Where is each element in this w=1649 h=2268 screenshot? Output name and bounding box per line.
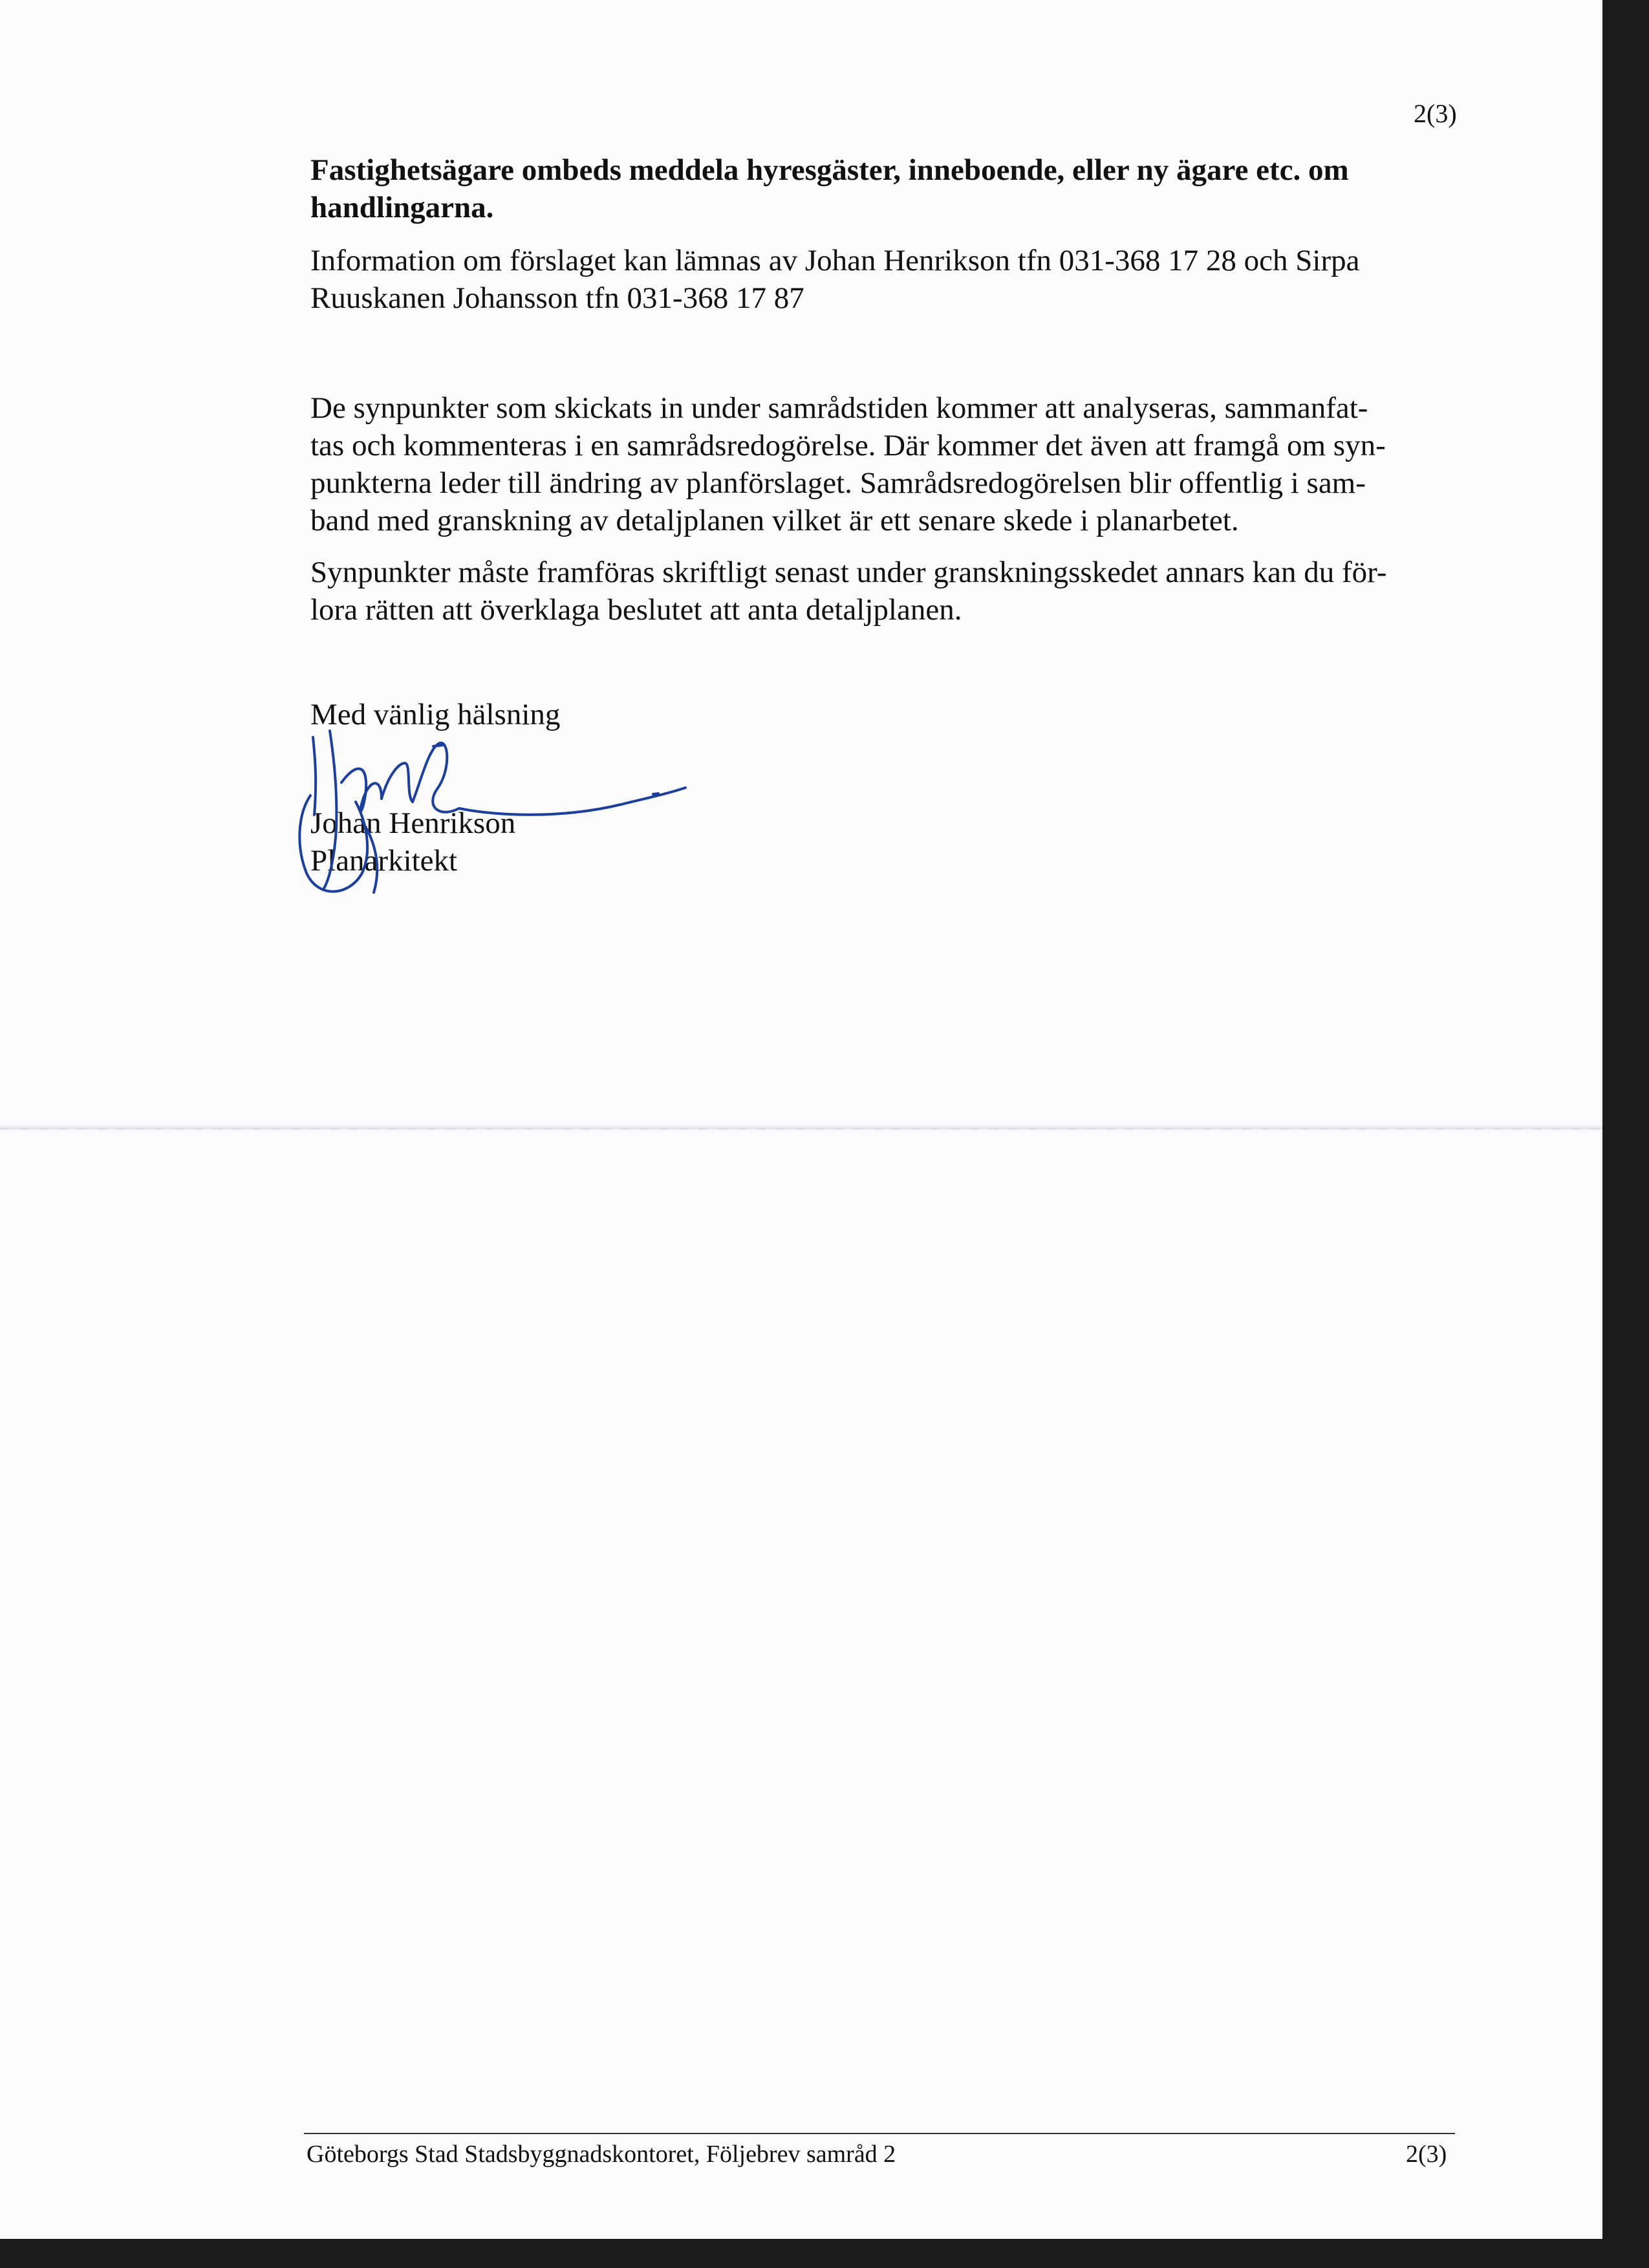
handwritten-signature xyxy=(285,718,698,912)
owner-notice-line: handlingarna. xyxy=(310,191,494,224)
paragraph-line: punkterna leder till ändring av planförslaget. Samrådsredogörelsen blir offentlig i sam- xyxy=(310,466,1366,500)
paragraph-line: band med granskning av detaljplanen vilket är ett senare skede i planarbetet. xyxy=(310,504,1239,537)
owner-notice-line: Fastighetsägare ombeds meddela hyresgäster, inneboende, eller ny ägare etc. om xyxy=(310,153,1349,187)
owner-notice xyxy=(310,151,1461,226)
paper-fold xyxy=(0,1125,1602,1133)
paragraph-line: lora rätten att överklaga beslutet att anta detaljplanen. xyxy=(310,593,962,627)
consultation-paragraph xyxy=(310,389,1461,539)
closing-greeting: Med vänlig hälsning xyxy=(310,698,561,731)
contact-info xyxy=(310,242,1461,317)
footer-text: Göteborgs Stad Stadsbyggnadskontoret, Följebrev samråd 2 xyxy=(307,2141,896,2168)
paragraph-line: tas och kommenteras i en samrådsredogörelse. Där kommer det även att framgå om syn- xyxy=(310,429,1386,462)
contact-info-line: Information om förslaget kan lämnas av Johan Henrikson tfn 031-368 17 28 och Sirpa xyxy=(310,244,1360,277)
signer-title: Planarkitekt xyxy=(310,844,458,878)
footer-page-number: 2(3) xyxy=(1406,2141,1447,2168)
paragraph-line: De synpunkter som skickats in under samrådstiden kommer att analyseras, sammanfat- xyxy=(310,391,1368,425)
contact-info-line: Ruuskanen Johansson tfn 031-368 17 87 xyxy=(310,281,804,315)
signer-name: Johan Henrikson xyxy=(310,806,516,840)
page-number: 2(3) xyxy=(1414,99,1457,128)
paragraph-line: Synpunkter måste framföras skriftligt senast under granskningsskedet annars kan du för- xyxy=(310,556,1387,589)
footer-divider xyxy=(304,2133,1455,2134)
appeal-paragraph xyxy=(310,554,1461,629)
